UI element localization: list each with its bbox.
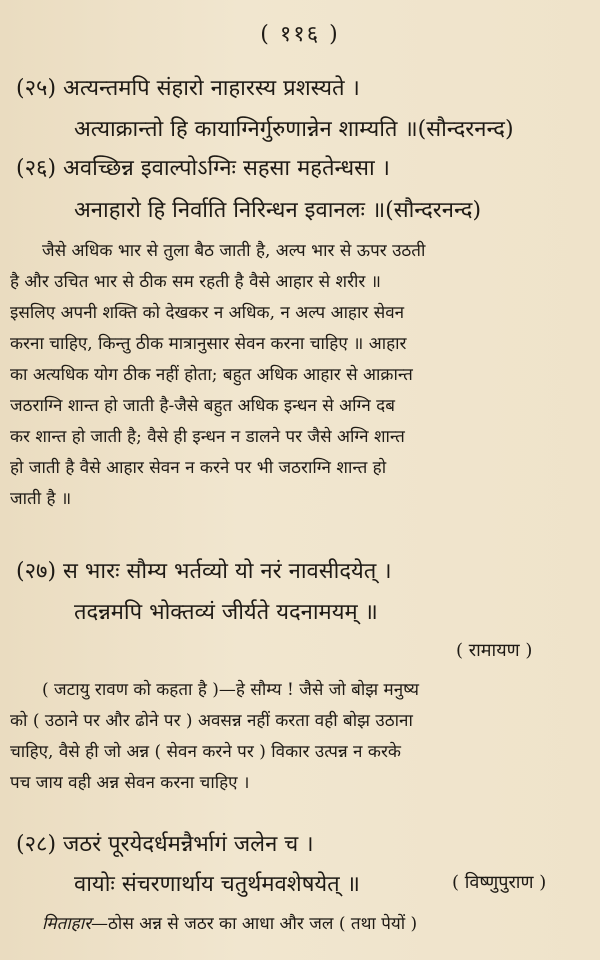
term-mitahar: मिताहार	[42, 914, 92, 934]
para-1-line: का अत्यधिक योग ठीक नहीं होता; बहुत अधिक आहार से आक्रान्त	[10, 365, 413, 385]
para-1-line: है और उचित भार से ठीक सम रहती है वैसे आहार से शरीर ॥	[10, 272, 381, 292]
verse-26-line-2: अनाहारो हि निर्वाति निरिन्धन इवानलः ॥(सौन्दरनन्द)	[74, 198, 482, 223]
para-2-line: को ( उठाने पर और ढोने पर ) अवसन्न नहीं करता वही बोझ उठाना	[10, 711, 413, 731]
verse-27-source: ( रामायण )	[456, 640, 533, 661]
para-1-line: इसलिए अपनी शक्ति को देखकर न अधिक, न अल्प आहार सेवन	[10, 303, 405, 323]
verse-28-source: ( विष्णुपुराण )	[452, 872, 547, 893]
para-3-text: —ठोस अन्न से जठर का आधा और जल ( तथा पेयों )	[91, 914, 418, 934]
verse-27-line-2: तदन्नमपि भोक्तव्यं जीर्यते यदनामयम् ॥	[74, 600, 378, 625]
para-1-line: करना चाहिए, किन्तु ठीक मात्रानुसार सेवन करना चाहिए ॥ आहार	[10, 334, 407, 354]
para-1-line: जाती है ॥	[10, 489, 72, 509]
para-1-line: कर शान्त हो जाती है; वैसे ही इन्धन न डालने पर जैसे अग्नि शान्त	[10, 427, 405, 447]
para-1-line: हो जाती है वैसे आहार सेवन न करने पर भी जठराग्नि शान्त हो	[10, 458, 387, 478]
verse-27-line-1: (२७) स भारः सौम्य भर्तव्यो यो नरं नावसीदयेत् ।	[16, 559, 392, 584]
para-3-line	[42, 916, 417, 933]
verse-28-line-2: वायोः संचरणार्थाय चतुर्थमवशेषयेत् ॥	[74, 872, 360, 897]
verse-25-line-2: अत्याक्रान्तो हि कायाग्निर्गुरुणान्नेन शाम्यति ॥(सौन्दरनन्द)	[74, 117, 514, 142]
para-2-line: पच जाय वही अन्न सेवन करना चाहिए ।	[10, 773, 250, 793]
page-number: ( ११६ )	[260, 22, 340, 47]
verse-25-line-1: (२५) अत्यन्तमपि संहारो नाहारस्य प्रशस्यते ।	[16, 76, 360, 101]
para-1-line: जैसे अधिक भार से तुला बैठ जाती है, अल्प भार से ऊपर उठती	[42, 241, 426, 261]
para-2-line: ( जटायु रावण को कहता है )—हे सौम्य ! जैसे जो बोझ मनुष्य	[42, 680, 420, 700]
para-2-line: चाहिए, वैसे ही जो अन्न ( सेवन करने पर ) विकार उत्पन्न न करके	[10, 742, 401, 762]
verse-28-line-1: (२८) जठरं पूरयेदर्धमन्नैर्भागं जलेन च ।	[16, 832, 314, 857]
para-1-line: जठराग्नि शान्त हो जाती है-जैसे बहुत अधिक इन्धन से अग्नि दब	[10, 396, 395, 416]
verse-26-line-1: (२६) अवच्छिन्न इवाल्पोऽग्निः सहसा महतेन्धसा ।	[16, 156, 391, 181]
